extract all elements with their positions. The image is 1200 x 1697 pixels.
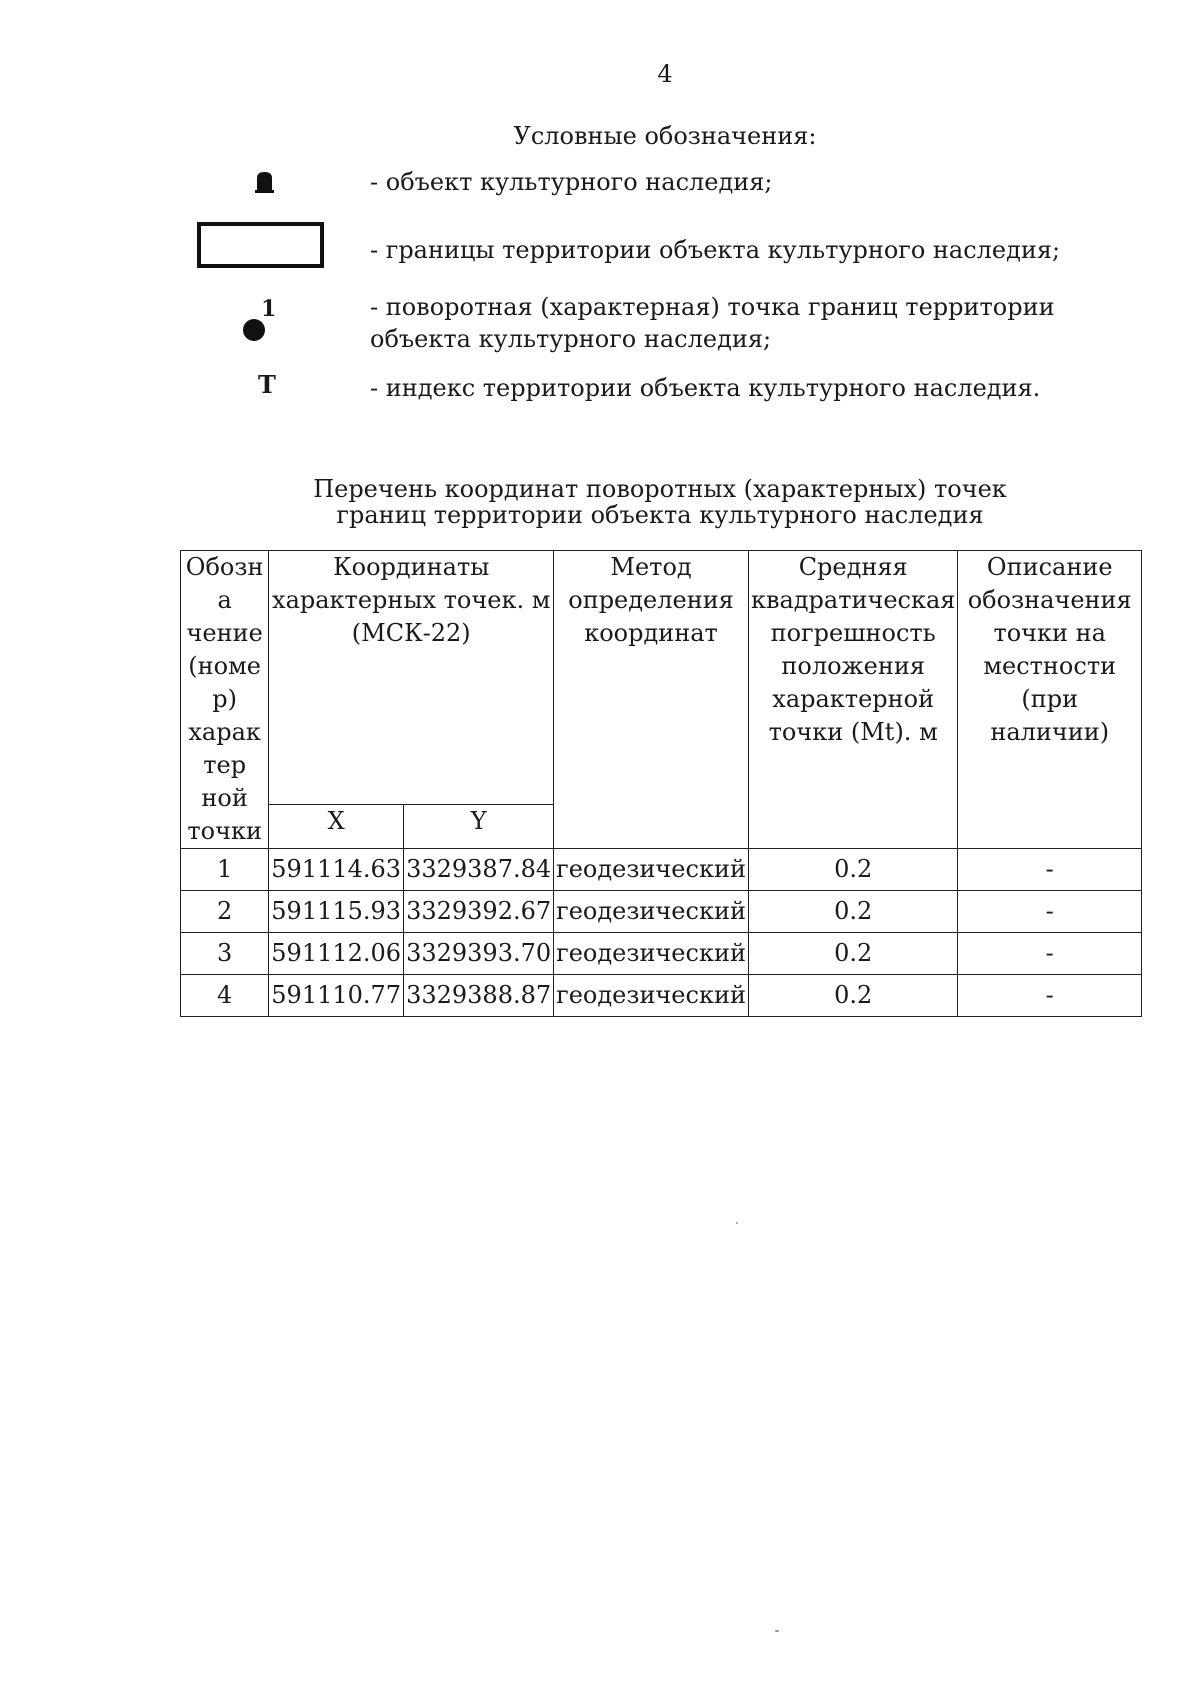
legend-text-monument: - объект культурного наследия; <box>370 168 773 196</box>
header-point-number: Обозна чение (номер) характер ной точки <box>181 551 269 849</box>
scan-speck <box>736 1222 738 1224</box>
cell-error: 0.2 <box>748 933 958 975</box>
header-coordinates: Координаты характерных точек. м (МСК-22) <box>269 551 554 805</box>
cell-y: 3329387.84 <box>404 849 554 891</box>
header-error: Средняя квадратическая погрешность положения характерной точки (Mt). м <box>748 551 958 849</box>
header-x: X <box>269 804 404 848</box>
legend-text-turning-point: - поворотная (характерная) точка границ территории объекта культурного наследия; <box>370 293 1055 353</box>
page-number: 4 <box>657 60 673 88</box>
cell-desc: - <box>958 891 1142 933</box>
cell-desc: - <box>958 849 1142 891</box>
legend-text-boundary: - границы территории объекта культурного наследия; <box>370 236 1061 264</box>
monument-icon <box>254 170 275 194</box>
table-row <box>181 975 1142 1017</box>
cell-method: геодезический <box>554 933 749 975</box>
table-title-line-2: границ территории объекта культурного наследия <box>336 501 984 529</box>
cell-method: геодезический <box>554 975 749 1017</box>
cell-x: 591115.93 <box>269 891 404 933</box>
table-row <box>181 933 1142 975</box>
legend-title: Условные обозначения: <box>513 122 817 150</box>
cell-desc: - <box>958 933 1142 975</box>
turning-point-icon <box>240 296 280 344</box>
cell-num: 3 <box>181 933 269 975</box>
cell-error: 0.2 <box>748 849 958 891</box>
boundary-rectangle-icon <box>197 222 324 268</box>
table-row <box>181 849 1142 891</box>
scan-speck <box>775 1630 779 1632</box>
index-letter-icon: Т <box>258 370 276 399</box>
cell-desc: - <box>958 975 1142 1017</box>
header-description: Описание обозначения точки на местности (при наличии) <box>958 551 1142 849</box>
cell-num: 4 <box>181 975 269 1017</box>
cell-num: 2 <box>181 891 269 933</box>
cell-y: 3329388.87 <box>404 975 554 1017</box>
cell-x: 591114.63 <box>269 849 404 891</box>
cell-error: 0.2 <box>748 975 958 1017</box>
turning-point-label: 1 <box>261 296 277 322</box>
cell-y: 3329392.67 <box>404 891 554 933</box>
table-title-line-1: Перечень координат поворотных (характерных) точек <box>313 475 1007 503</box>
header-method: Метод определения координат <box>554 551 749 849</box>
cell-error: 0.2 <box>748 891 958 933</box>
cell-y: 3329393.70 <box>404 933 554 975</box>
header-y: Y <box>404 804 554 848</box>
coordinates-table <box>180 550 1142 1017</box>
cell-x: 591112.06 <box>269 933 404 975</box>
cell-num: 1 <box>181 849 269 891</box>
cell-x: 591110.77 <box>269 975 404 1017</box>
table-title <box>0 476 1200 528</box>
cell-method: геодезический <box>554 891 749 933</box>
legend-text-index: - индекс территории объекта культурного наследия. <box>370 374 1041 402</box>
cell-method: геодезический <box>554 849 749 891</box>
table-row <box>181 891 1142 933</box>
